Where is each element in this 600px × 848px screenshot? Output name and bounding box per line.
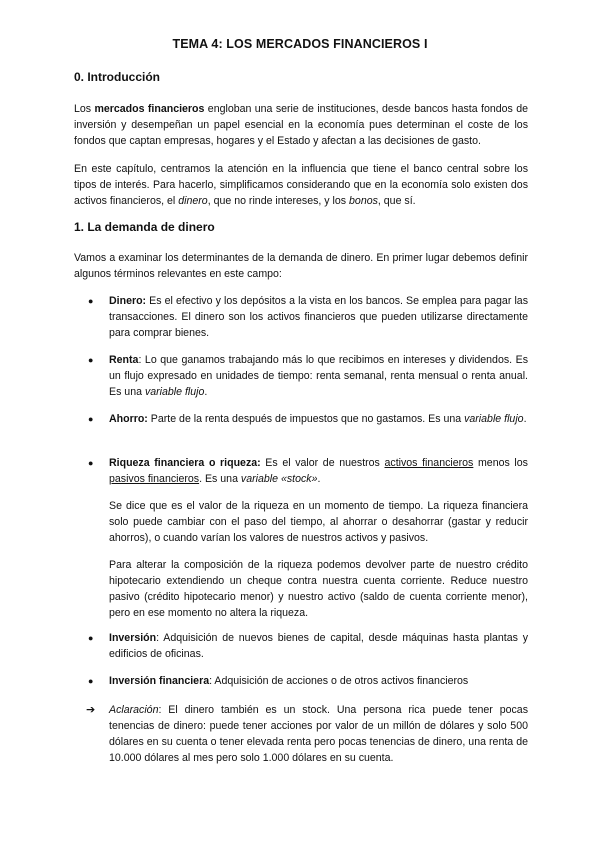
list-item-term: Ahorro: — [109, 413, 148, 425]
text-run: Es el efectivo y los depósitos a la vista en los bancos. Se emplea para pagar las transacciones. El dinero son los activos financieros que pueden utilizarse directamente para comprar bienes. — [109, 295, 528, 339]
text-run: Parte de la renta después de impuestos que no gastamos. Es una — [147, 413, 465, 425]
list-item-inversion-financiera — [74, 673, 528, 689]
italic-term: variable flujo — [464, 413, 524, 425]
list-item-ahorro — [74, 411, 528, 427]
underlined-term: pasivos financieros — [109, 473, 200, 485]
bold-term: mercados financieros — [94, 103, 205, 115]
list-item-term: Inversión financiera — [109, 675, 210, 687]
list-item-term: Renta — [109, 354, 139, 366]
italic-term: variable flujo — [144, 386, 205, 398]
riqueza-paragraph-1: Se dice que es el valor de la riqueza en un momento de tiempo. La riqueza financiera solo puede cambiar con el paso del tiempo, al ahorrar o desahorrar (gastar y reducir ahorros), o cuando varían los valores de nuestros activos y pasivos. — [109, 500, 528, 544]
text-run: . — [523, 413, 527, 425]
text-run: : Adquisición de nuevos bienes de capital, desde máquinas hasta plantas y edificios de oficinas. — [109, 632, 528, 660]
text-run: Los — [74, 103, 95, 115]
note-aclaracion — [74, 702, 528, 766]
bullet-icon: ● — [88, 633, 94, 643]
italic-term: bonos — [349, 195, 378, 207]
list-item-text — [109, 352, 528, 400]
text-run: menos los — [473, 457, 528, 469]
text-run: engloban una serie de instituciones, desde bancos hasta fondos de inversión y desempeñan un papel esencial en la economía pues determinan el coste de los fondos que captan empresas, hogares y el Estado y afectan a las decisiones de gasto. — [74, 103, 528, 147]
list-item-term: Riqueza financiera o riqueza: — [109, 457, 261, 469]
arrow-right-icon: ➔ — [86, 704, 96, 716]
list-item-renta — [74, 352, 528, 400]
italic-term: dinero — [178, 195, 208, 207]
bullet-icon: ● — [88, 458, 94, 468]
text-run: . — [204, 386, 208, 398]
list-item-riqueza — [74, 455, 528, 487]
list-item-text — [109, 411, 528, 427]
bullet-icon: ● — [88, 296, 94, 306]
note-text — [109, 702, 528, 766]
intro-paragraph-1 — [74, 101, 528, 149]
text-run: Es el valor de nuestros — [260, 457, 385, 469]
italic-term: variable «stock» — [240, 473, 318, 485]
list-item-text — [109, 630, 528, 662]
section1-intro-paragraph: Vamos a examinar los determinantes de la demanda de dinero. En primer lugar debemos definir algunos términos relevantes en este campo: — [74, 252, 528, 280]
document-title: TEMA 4: LOS MERCADOS FINANCIEROS I — [172, 37, 428, 51]
text-run: : Lo que ganamos trabajando más lo que recibimos en intereses y dividendos. Es un flujo expresado en unidades de tiempo: renta semanal, renta mensual o renta anual. Es una — [109, 354, 528, 398]
text-run: . — [317, 473, 321, 485]
text-run: : Adquisición de acciones o de otros activos financieros — [209, 675, 469, 687]
text-run: . Es una — [199, 473, 241, 485]
intro-paragraph-2 — [74, 161, 528, 209]
bullet-icon: ● — [88, 676, 94, 686]
riqueza-paragraph-2: Para alterar la composición de la riqueza podemos devolver parte de nuestro crédito hipotecario extendiendo un cheque contra nuestra cuenta corriente. Reduce nuestro pasivo (crédito hipotecario menor) y nuestro activo (saldo de cuenta corriente menor), pero en ese momento no altera la riqueza. — [109, 559, 528, 619]
text-run: , que no rinde intereses, y los — [207, 195, 350, 207]
list-item-text — [109, 293, 528, 341]
note-label: Aclaración — [109, 704, 159, 716]
section-heading-demanda-dinero: 1. La demanda de dinero — [74, 220, 215, 234]
list-item-text — [109, 673, 528, 689]
list-item-text — [109, 455, 528, 487]
bullet-icon: ● — [88, 355, 94, 365]
list-item-inversion — [74, 630, 528, 662]
list-item-term: Dinero: — [109, 295, 147, 307]
text-run: , que sí. — [377, 195, 416, 207]
list-item-term: Inversión — [109, 632, 157, 644]
text-run: En este capítulo, centramos la atención en la influencia que tiene el banco central sobre los tipos de interés. Para hacerlo, simplificamos considerando que en la economía solo existen dos activos financieros, el — [74, 163, 528, 207]
bullet-icon: ● — [88, 414, 94, 424]
list-item-dinero — [74, 293, 528, 341]
section-heading-introduccion: 0. Introducción — [74, 70, 161, 84]
underlined-term: activos financieros — [384, 457, 474, 469]
text-run: : El dinero también es un stock. Una persona rica puede tener pocas tenencias de dinero: puede tener acciones por valor de un millón de dólares y solo 500 dólares en su cuenta o tener elevada renta pero pocas tenencias de dinero, una renta de 10.000 dólares al mes pero solo 1.000 dólares en su cuenta. — [109, 704, 528, 764]
